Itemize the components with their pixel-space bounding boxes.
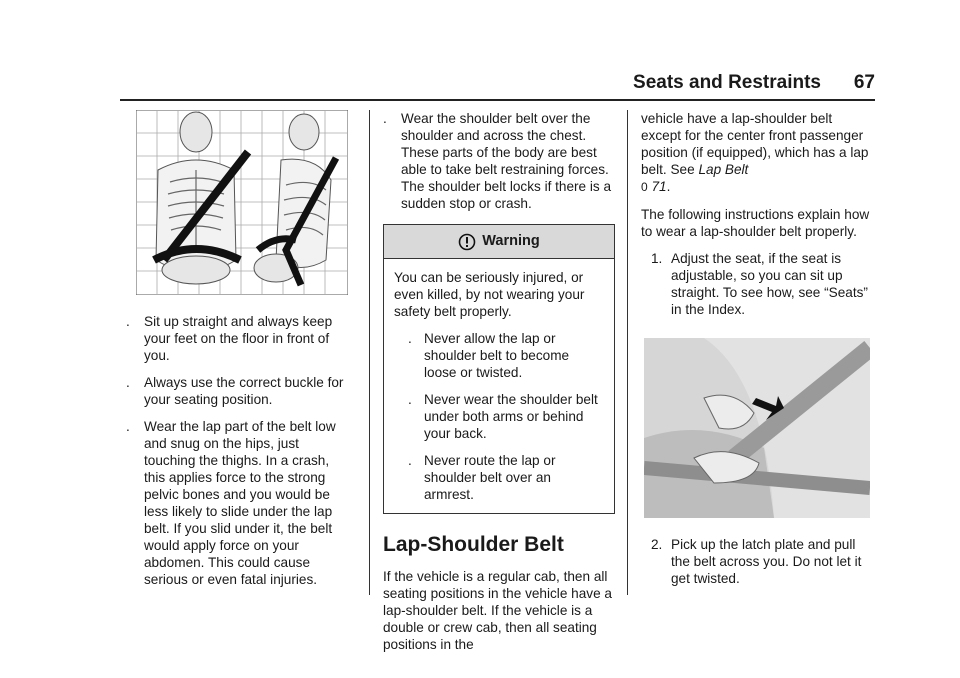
- page-number: 67: [853, 72, 875, 93]
- list-item: . Never wear the shoulder belt under both arms or behind your back.: [408, 392, 598, 441]
- paragraph: vehicle have a lap-shoulder belt except for the center front passenger position (if equipped), which has a lap belt. See Lap Belt 0 71.: [641, 111, 869, 194]
- column-divider-1: [369, 110, 370, 595]
- section-heading: Lap-Shoulder Belt: [383, 533, 564, 556]
- column-3: [641, 110, 873, 597]
- column-divider-2: [627, 110, 628, 595]
- column-1: [126, 110, 354, 598]
- list-item: . Sit up straight and always keep your feet on the floor in front of you.: [126, 314, 333, 363]
- page-reference[interactable]: 71: [651, 179, 667, 194]
- numbered-step: 2. Pick up the latch plate and pull the belt across you. Do not let it get twisted.: [651, 537, 862, 586]
- warning-title: Warning: [482, 233, 540, 249]
- section-title: Seats and Restraints: [633, 72, 821, 93]
- page-reference-icon: 0: [641, 180, 648, 194]
- belt-buckle-illustration: [644, 338, 870, 518]
- list-item: . Never allow the lap or shoulder belt to become loose or twisted.: [408, 331, 570, 380]
- warning-intro: You can be seriously injured, or even killed, by not wearing your safety belt properly.: [394, 270, 585, 319]
- list-item: . Always use the correct buckle for your seating position.: [126, 375, 344, 407]
- list-item: . Wear the shoulder belt over the shoulder and across the chest. These parts of the body are best able to take belt restraining forces. The shoulder belt locks if there is a sudden stop or crash.: [383, 111, 612, 211]
- list-item: . Never route the lap or shoulder belt over an armrest.: [408, 453, 556, 502]
- warning-icon: [458, 233, 476, 251]
- warning-body: [384, 259, 614, 513]
- cross-reference-link[interactable]: Lap Belt: [698, 162, 749, 177]
- skeleton-illustration: [136, 110, 348, 295]
- warning-header: [384, 225, 614, 259]
- header-rule: [120, 99, 875, 101]
- numbered-step: 1. Adjust the seat, if the seat is adjustable, so you can sit up straight. To see how, see “Seats” in the Index.: [651, 251, 868, 317]
- skeleton-belt-illustration: [136, 110, 348, 295]
- list-item: . Wear the lap part of the belt low and snug on the hips, just touching the thighs. In a crash, this applies force to the strong pelvic bones and you would be less likely to slide under the lap belt. If you slid under it, the belt would apply force on your abdomen. This could cause serious or even fatal injuries.: [126, 419, 336, 587]
- warning-box: [383, 224, 615, 514]
- page-header: [120, 72, 875, 98]
- paragraph: The following instructions explain how to wear a lap-shoulder belt properly.: [641, 207, 870, 239]
- belt-buckle-photo: [644, 338, 870, 518]
- paragraph: If the vehicle is a regular cab, then all seating positions in the vehicle have a lap-shoulder belt. If the vehicle is a double or crew cab, then all seating positions in the: [383, 569, 612, 652]
- column-2: [383, 110, 615, 663]
